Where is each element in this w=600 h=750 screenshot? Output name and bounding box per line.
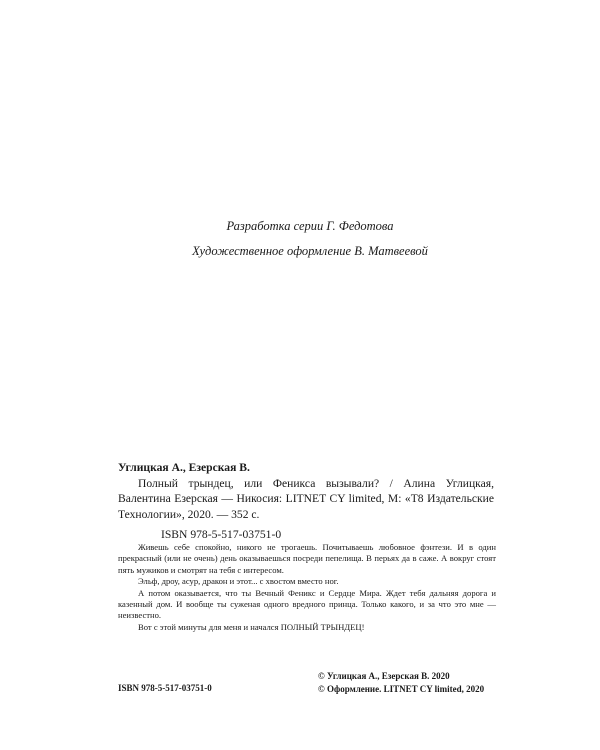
annotation-paragraph: Живешь себе спокойно, никого не трогаешь. Почитываешь любовное фэнтези. И в один прекрасный (или не очень) день оказываешься посреди пепелища. В перьях да в саже. А вокруг стоят пять мужиков и смотрят на тебя с интересом. (118, 542, 496, 575)
series-developer-credit: Разработка серии Г. Федотова (226, 219, 394, 233)
art-design-credit: Художественное оформление В. Матвеевой (192, 244, 428, 258)
annotation (118, 542, 496, 633)
catalog-record (118, 460, 494, 543)
catalog-bibliographic-description: Полный трындец, или Феникса вызывали? / Алина Углицкая, Валентина Езерская — Никосия: LITNET CY limited, М: «Т8 Издательские Технологии», 2020. — 352 с. (118, 476, 494, 521)
copyright-authors: © Углицкая А., Езерская В. 2020 (318, 671, 450, 681)
catalog-isbn: ISBN 978-5-517-03751-0 (161, 528, 282, 541)
annotation-paragraph: Вот с этой минуты для меня и начался ПОЛНЫЙ ТРЫНДЕЦ! (138, 621, 365, 632)
annotation-paragraph: Эльф, дроу, асур, дракон и этот... с хвостом вместо ног. (138, 576, 339, 587)
catalog-author: Углицкая А., Езерская В. (118, 461, 250, 474)
copyright-block (318, 670, 484, 696)
annotation-paragraph: А потом оказывается, что ты Вечный Феникс и Сердце Мира. Ждет тебя дальняя дорога и казенный дом. И вообще ты суженая одного вредного принца. Только какого, и за что это мне — неизвестно. (118, 587, 496, 621)
copyright-design: © Оформление. LITNET CY limited, 2020 (318, 684, 485, 694)
footer-isbn: ISBN 978-5-517-03751-0 (118, 683, 212, 693)
credits-block (0, 214, 600, 264)
